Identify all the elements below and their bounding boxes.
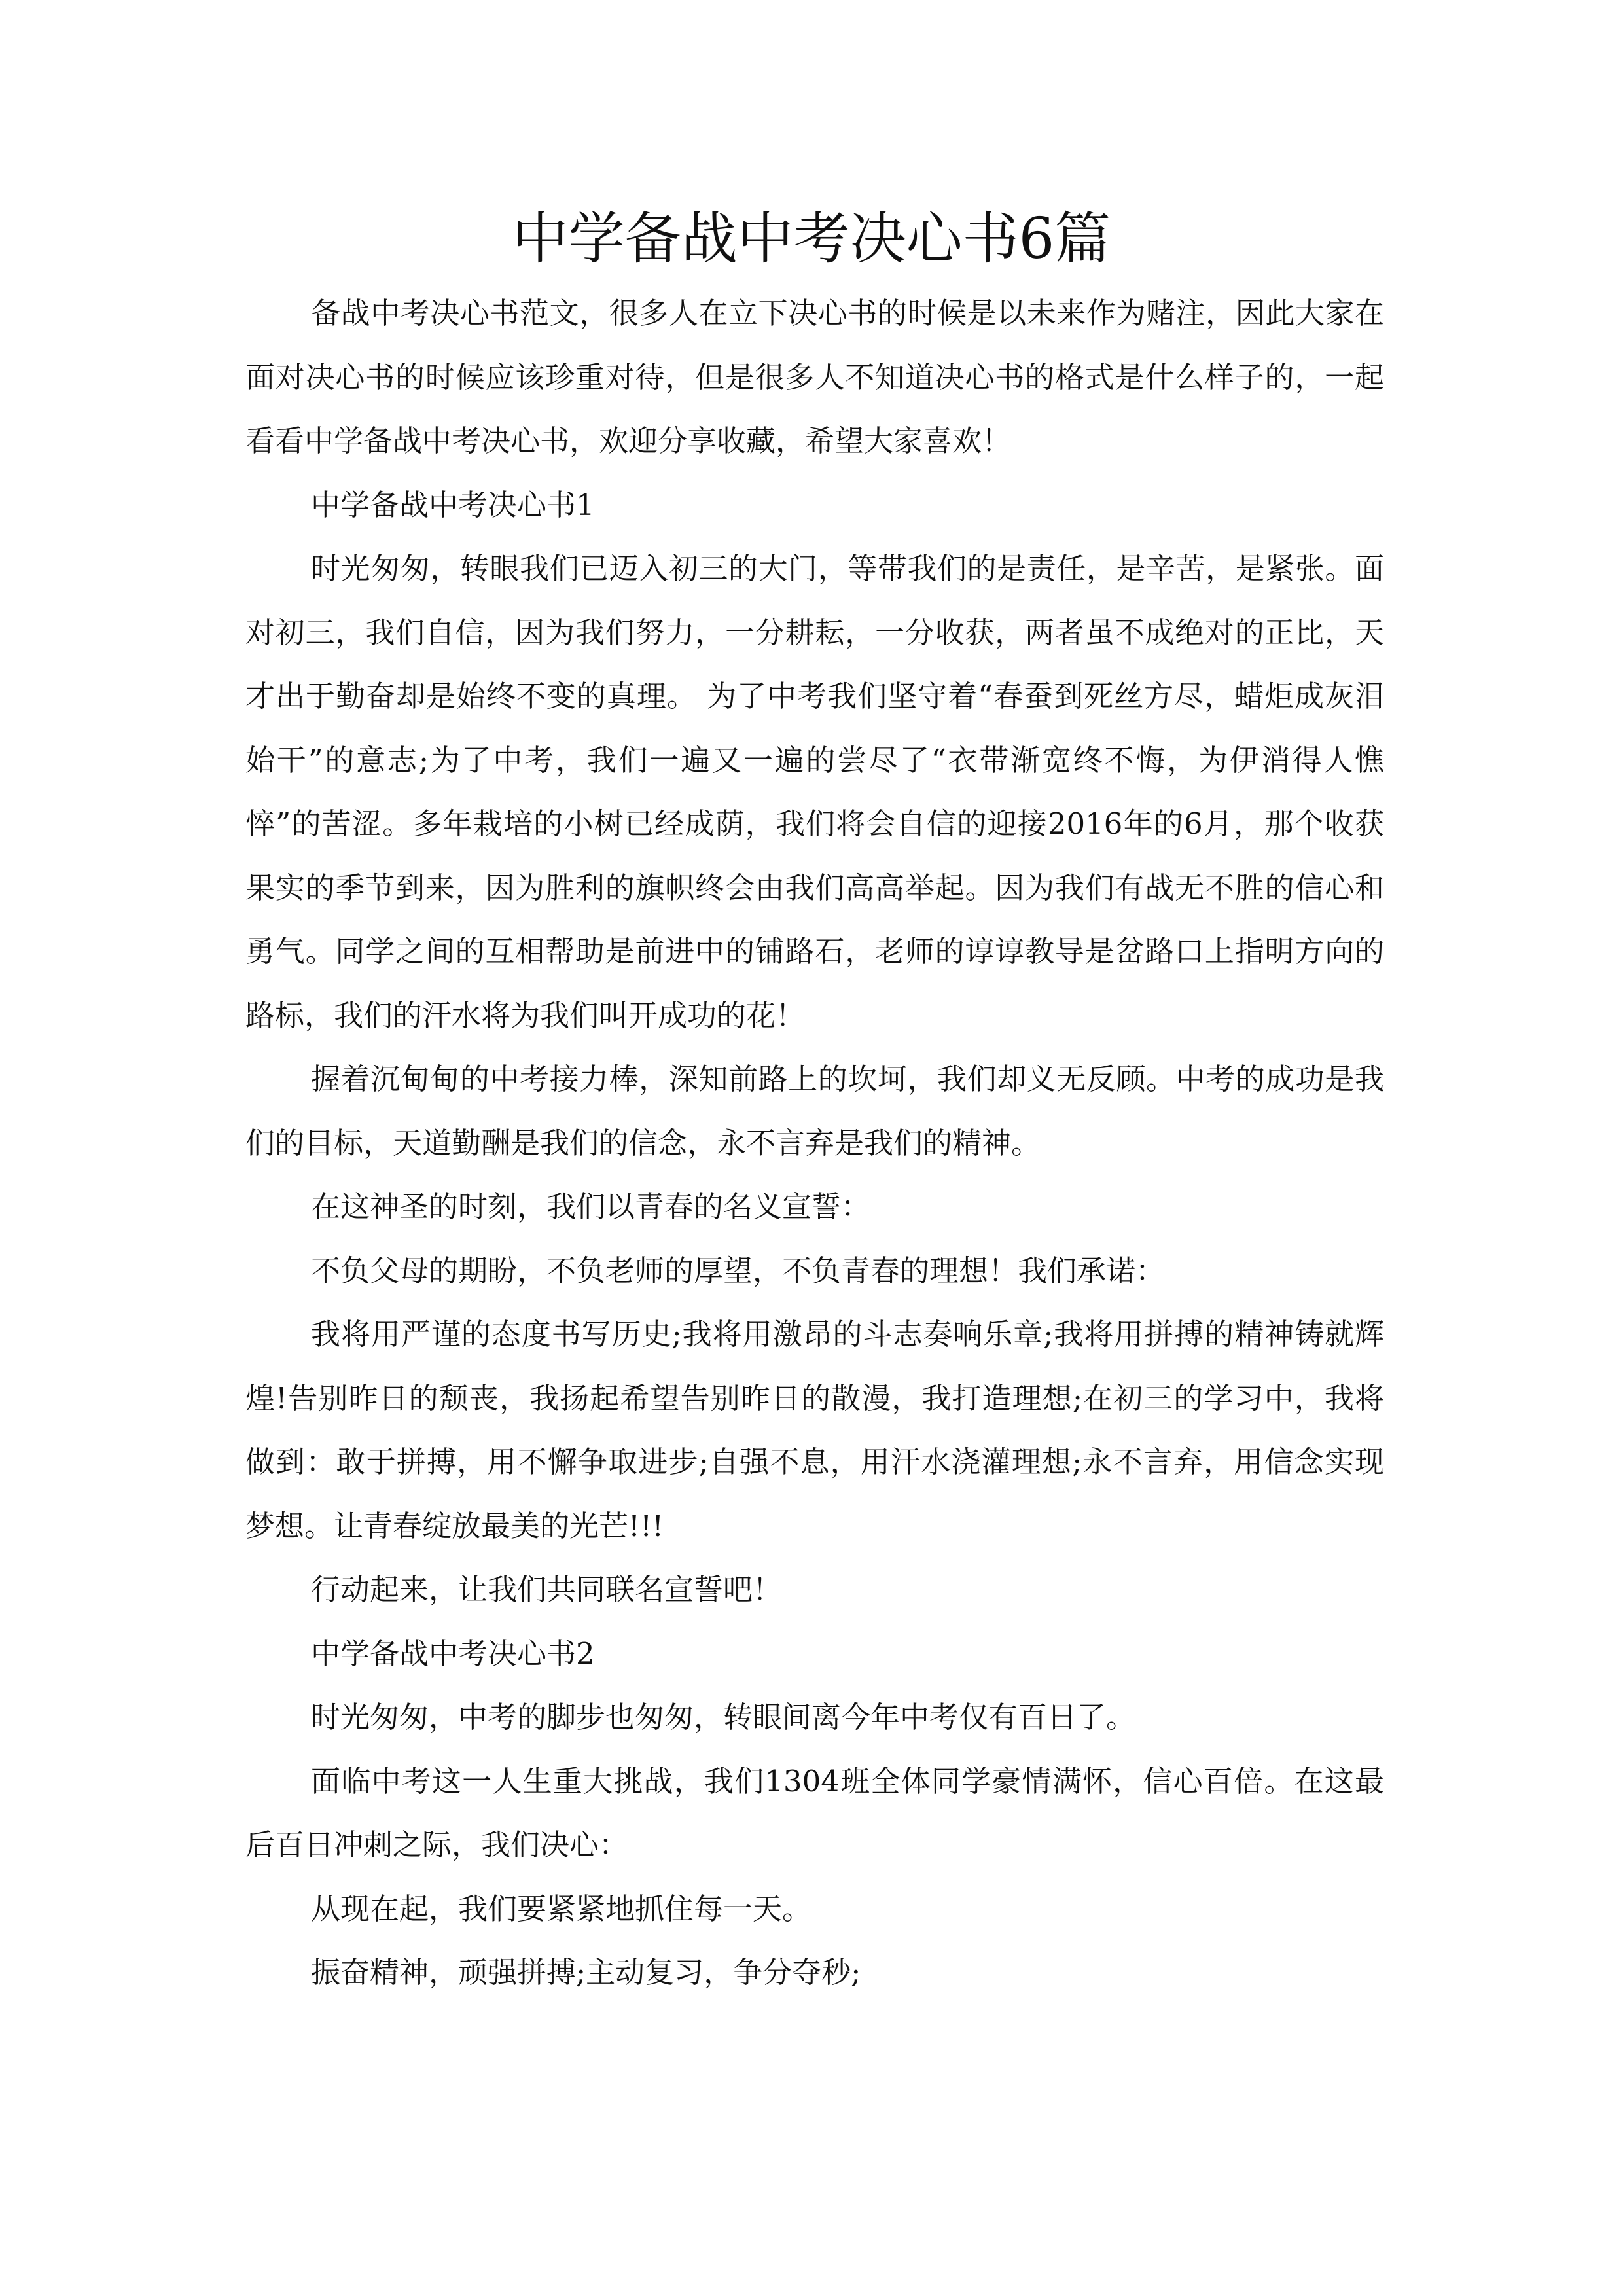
body-paragraph: 振奋精神，顽强拼搏;主动复习，争分夺秒; (311, 1955, 861, 1990)
body-paragraph: 从现在起，我们要紧紧地抓住每一天。 (311, 1891, 812, 1926)
body-paragraph: 我将用严谨的态度书写历史;我将用激昂的斗志奏响乐章;我将用拼搏的精神铸就辉煌!告别昨日的颓丧，我扬起希望告别昨日的散漫，我打造理想;在初三的学习中，我将做到：敢于拼搏，用不懈争取进步;自强不息，用汗水浇灌理想;永不言弃，用信念实现梦想。让青春绽放最美的光芒!!! (245, 1317, 1384, 1543)
section-heading-1: 中学备战中考决心书1 (311, 487, 595, 522)
body-paragraph: 在这神圣的时刻，我们以青春的名义宣誓： (311, 1189, 871, 1224)
body-paragraph: 面临中考这一人生重大挑战，我们1304班全体同学豪情满怀，信心百倍。在这最后百日冲刺之际，我们决心： (245, 1763, 1384, 1862)
intro-paragraph: 备战中考决心书范文，很多人在立下决心书的时候是以未来作为赌注，因此大家在面对决心书的时候应该珍重对待，但是很多人不知道决心书的格式是什么样子的，一起看看中学备战中考决心书，欢迎分享收藏，希望大家喜欢！ (245, 296, 1384, 458)
body-paragraph: 时光匆匆，中考的脚步也匆匆，转眼间离今年中考仅有百日了。 (311, 1700, 1136, 1734)
document-body (245, 281, 1384, 2005)
body-paragraph: 时光匆匆，转眼我们已迈入初三的大门，等带我们的是责任，是辛苦，是紧张。面对初三，我们自信，因为我们努力，一分耕耘，一分收获，两者虽不成绝对的正比，天才出于勤奋却是始终不变的真理。 为了中考我们坚守着“春蚕到死丝方尽，蜡炬成灰泪始干”的意志;为了中考，我们一遍又一遍的尝尽了“衣带渐宽终不悔，为伊消得人憔悴”的苦涩。多年栽培的小树已经成荫，我们将会自信的迎接2016年的6月，那个收获果实的季节到来，因为胜利的旗帜终会由我们高高举起。因为我们有战无不胜的信心和勇气。同学之间的互相帮助是前进中的铺路石，老师的谆谆教导是岔路口上指明方向的路标，我们的汗水将为我们叫开成功的花！ (245, 551, 1384, 1033)
document-title: 中学备战中考决心书6篇 (512, 206, 1111, 272)
body-paragraph: 不负父母的期盼，不负老师的厚望，不负青春的理想！我们承诺： (311, 1253, 1166, 1288)
body-paragraph: 行动起来，让我们共同联名宣誓吧！ (311, 1572, 783, 1607)
section-heading-2: 中学备战中考决心书2 (311, 1636, 595, 1671)
body-paragraph: 握着沉甸甸的中考接力棒，深知前路上的坎坷，我们却义无反顾。中考的成功是我们的目标，天道勤酬是我们的信念，永不言弃是我们的精神。 (245, 1062, 1384, 1160)
